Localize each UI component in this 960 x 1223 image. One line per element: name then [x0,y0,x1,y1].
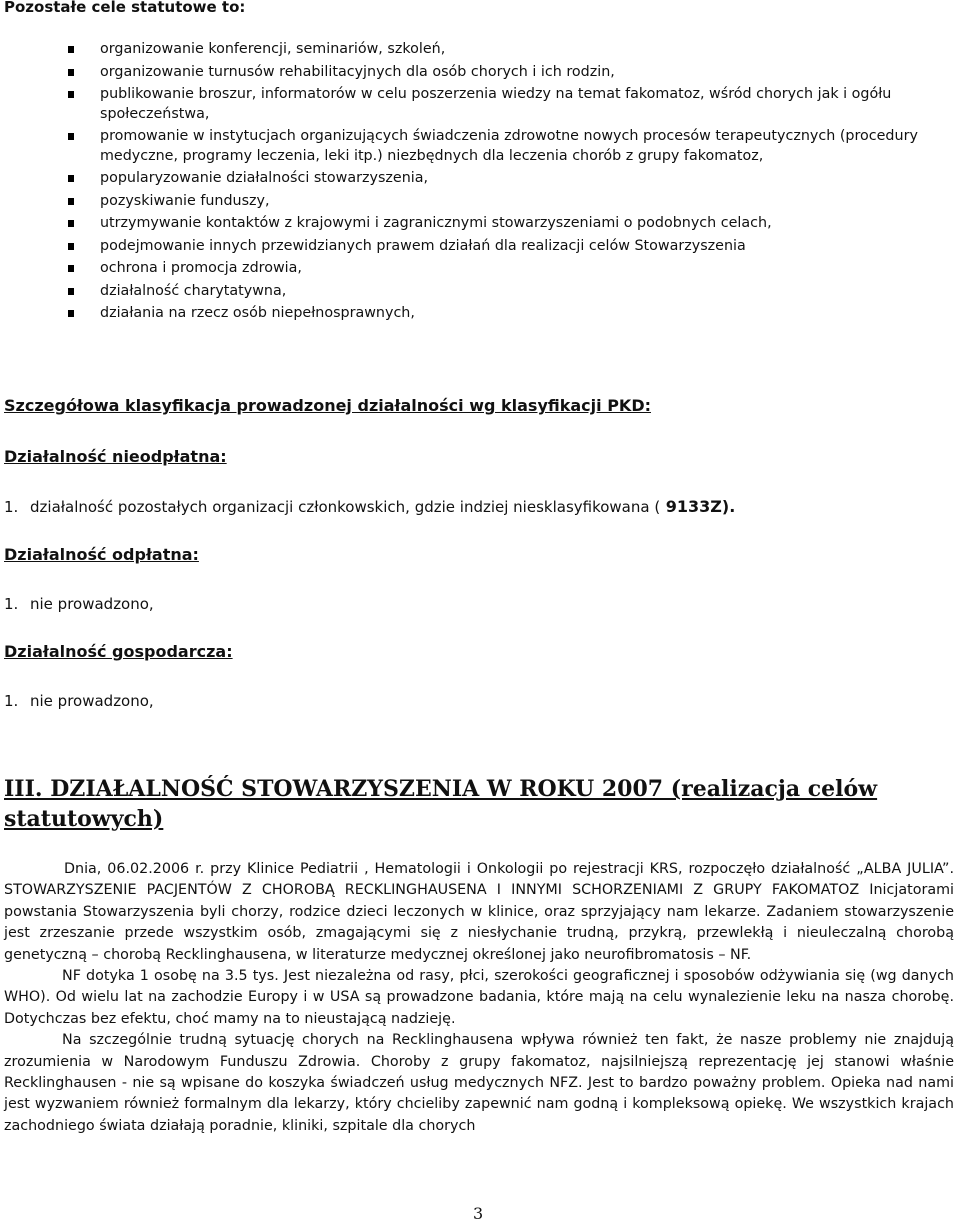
bullet-icon [68,91,74,98]
nonpaid-item: 1. działalność pozostałych organizacji członkowskich, gdzie indziej niesklasyfikowana ( 9133Z). [4,497,736,516]
bullet-icon [68,243,74,250]
body-text [4,859,954,1137]
bullet-icon [68,288,74,295]
list-item: popularyzowanie działalności stowarzyszenia, [0,169,960,189]
paragraph: Na szczególnie trudną sytuację chorych na Recklinghausena wpływa również ten fakt, że nasze problemy nie znajdują zrozumienia w Narodowym Funduszu Zdrowia. Choroby z grupy fakomatoz, najsilniejszą reprezentację jej stanowi właśnie Recklinghausen - nie są wpisane do koszyka świadczeń usług medycznych NFZ. Jest to bardzo poważny problem. Opieka nad nami jest wyzwaniem również formalnym dla lekarzy, który chcieliby zapewnić nam godną i kompleksową opiekę. We wszystkich krajach zachodniego świata działają poradnie, kliniki, szpitale dla chorych [4,1032,954,1134]
list-item: utrzymywanie kontaktów z krajowymi i zagranicznymi stowarzyszeniami o podobnych celach, [0,214,960,234]
intro-heading: Pozostałe cele statutowe to: [4,0,246,16]
page-number: 3 [473,1204,484,1223]
list-item: działalność charytatywna, [0,282,960,302]
list-item: organizowanie turnusów rehabilitacyjnych dla osób chorych i ich rodzin, [0,63,960,83]
list-item: ochrona i promocja zdrowia, [0,259,960,279]
paid-heading: Działalność odpłatna: [4,545,199,564]
bullet-icon [68,310,74,317]
bullet-icon [68,198,74,205]
bullet-icon [68,175,74,182]
list-item: publikowanie broszur, informatorów w celu poszerzenia wiedzy na temat fakomatoz, wśród chorych jak i ogółu społeczeństwa, [0,85,960,124]
bullet-icon [68,265,74,272]
section-title: III. DZIAŁALNOŚĆ STOWARZYSZENIA W ROKU 2007 (realizacja celów statutowych) [4,776,878,832]
economic-heading: Działalność gospodarcza: [4,642,233,661]
bullet-icon [68,133,74,140]
list-item: podejmowanie innych przewidzianych prawem działań dla realizacji celów Stowarzyszenia [0,237,960,257]
list-item: promowanie w instytucjach organizujących świadczenia zdrowotne nowych procesów terapeutycznych (procedury medyczne, programy leczenia, leki itp.) niezbędnych dla leczenia chorób z grupy fakomatoz, [0,127,960,166]
statutory-goals-list [0,40,960,327]
bullet-icon [68,69,74,76]
list-item: pozyskiwanie funduszy, [0,192,960,212]
paragraph: Dnia, 06.02.2006 r. przy Klinice Pediatrii , Hematologii i Onkologii po rejestracji KRS, rozpoczęło działalność „ALBA JULIA”. STOWARZYSZENIE PACJENTÓW Z CHOROBĄ RECKLINGHAUSENA I INNYMI SCHORZENIAMI Z GRUPY FAKOMATOZ Inicjatorami powstania Stowarzyszenia byli chorzy, rodzice dzieci leczonych w klinice, oraz sprzyjający nam lekarze. Zadaniem stowarzyszenie jest zrzeszanie przede wszystkim osób, zmagającymi się z niesłychanie trudną, przykrą, przewlekłą i nieuleczalną chorobą genetyczną – chorobą Recklinghausena, w literaturze medycznej określonej jako neurofibromatosis – NF. [4,861,954,963]
list-item: organizowanie konferencji, seminariów, szkoleń, [0,40,960,60]
nonpaid-heading: Działalność nieodpłatna: [4,447,227,466]
bullet-icon [68,220,74,227]
paid-item: 1. nie prowadzono, [4,595,154,613]
paragraph: NF dotyka 1 osobę na 3.5 tys. Jest niezależna od rasy, płci, szerokości geograficznej i sposobów odżywiania się (wg danych WHO). Od wielu lat na zachodzie Europy i w USA są prowadzone badania, które mają na celu wynalezienie leku na nasza chorobę. Dotychczas bez efektu, choć mamy na to nieustającą nadzieję. [4,968,954,1027]
pkd-heading: Szczegółowa klasyfikacja prowadzonej działalności wg klasyfikacji PKD: [4,396,651,415]
economic-item: 1. nie prowadzono, [4,692,154,710]
bullet-icon [68,46,74,53]
list-item: działania na rzecz osób niepełnosprawnych, [0,304,960,324]
